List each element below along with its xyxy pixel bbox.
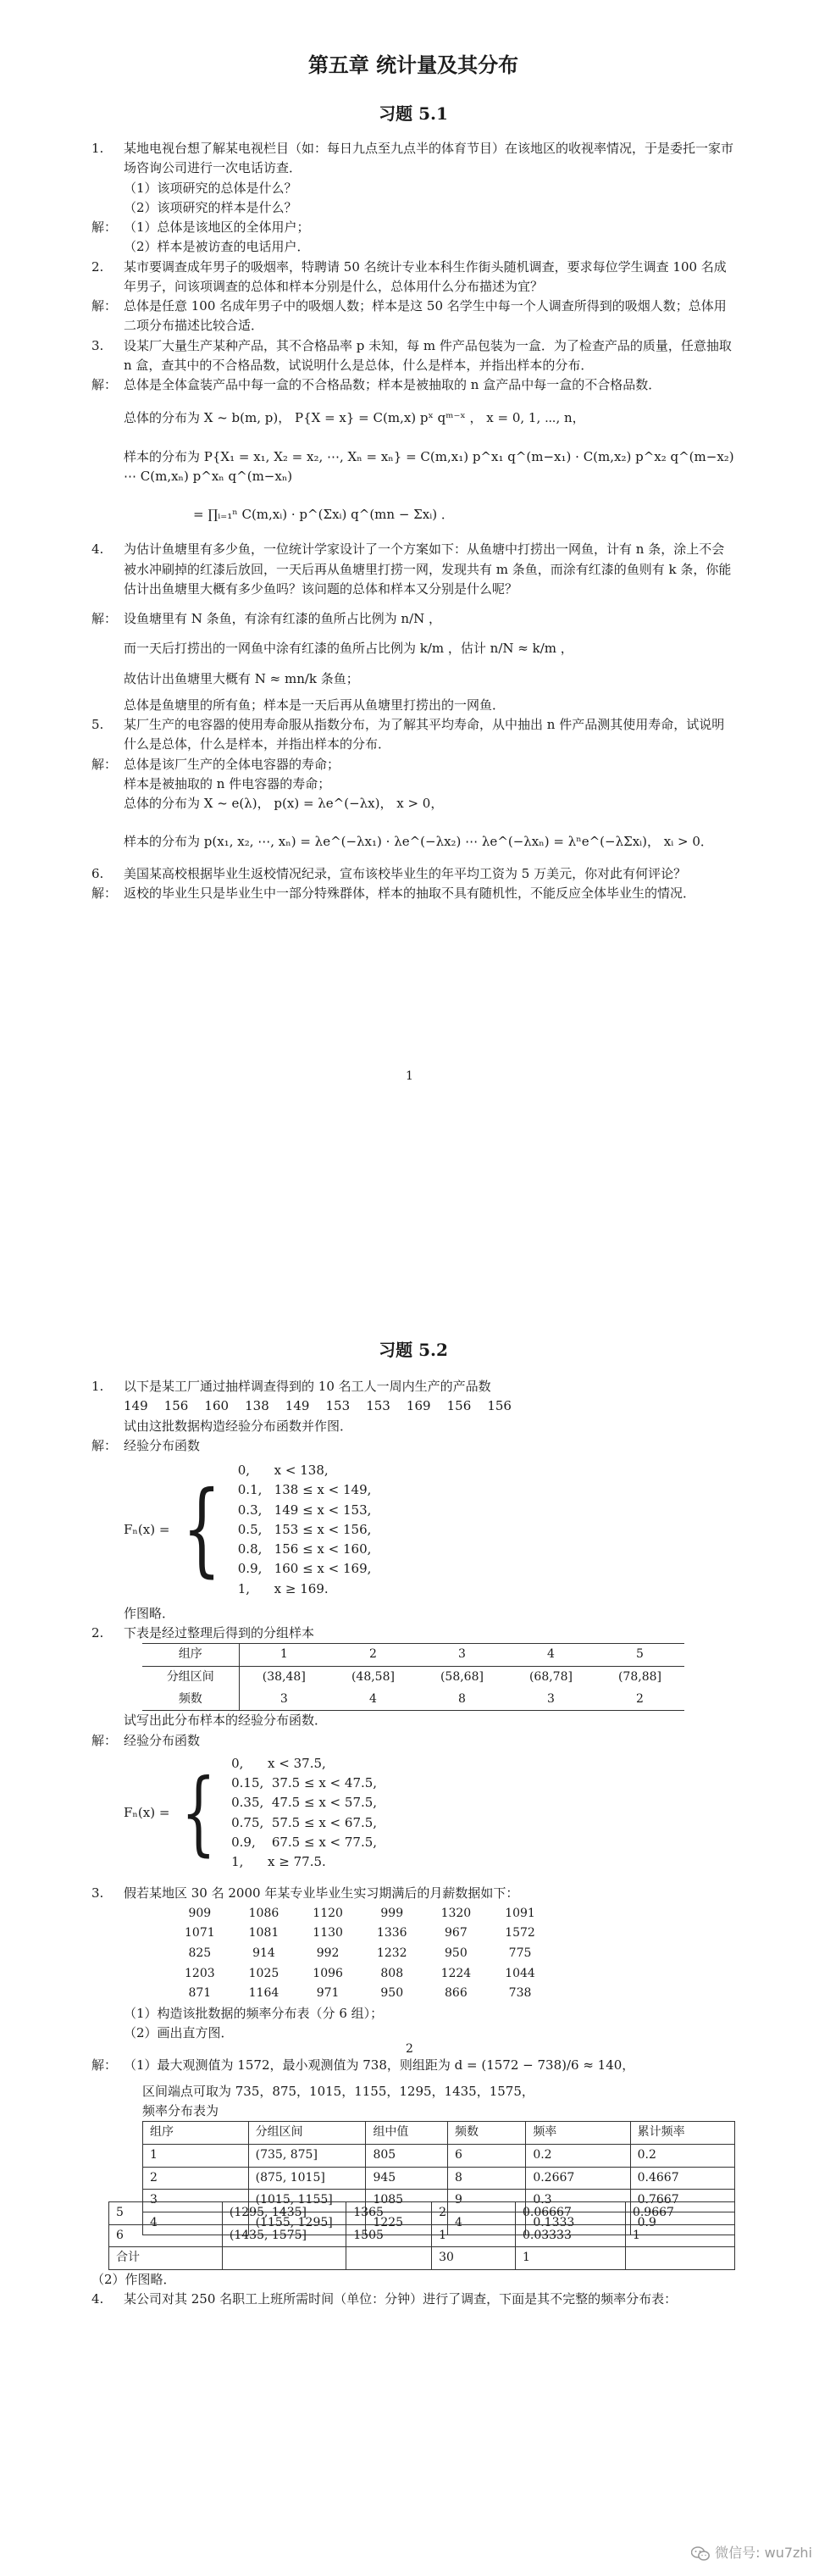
question-4 — [91, 2290, 735, 2309]
table-cell: (78,88] — [617, 1669, 661, 1684]
table-cell: 9 — [447, 2190, 525, 2212]
table-cell: 2 — [432, 2202, 516, 2225]
answer-label: 解： — [91, 219, 118, 236]
page-3-content — [91, 2201, 735, 2310]
table-header-row — [143, 2122, 735, 2145]
page-1 — [0, 0, 819, 1152]
formula-line: 总体的分布为 X ~ b(m, p)， P{X = x} = C(m,x) pˣ qᵐ⁻ˣ ， x = 0, 1, ⋯, n， — [124, 410, 585, 426]
section-title: 习题 5.2 — [379, 1340, 448, 1360]
answer-text: 总体是该厂生产的全体电容器的寿命； — [124, 756, 340, 772]
answer-label: 解： — [91, 611, 118, 627]
question-text: 试写出此分布样本的经验分布函数． — [124, 1713, 328, 1729]
answer-text: 作图略． — [124, 1605, 175, 1621]
grouped-sample-table — [142, 1643, 684, 1711]
table-cell: 0.2 — [630, 2144, 734, 2167]
function-label: Fₙ(x) = — [124, 1521, 170, 1537]
answer-text: 总体是任意 100 名成年男子中的吸烟人数；样本是这 50 名学生中每一个人调查所得到的吸烟人数；总体用二项分布描述比较合适． — [124, 298, 727, 334]
table-cell: (875, 1015] — [248, 2167, 366, 2190]
case-line: 0.15, 37.5 ≤ x < 47.5, — [231, 1775, 378, 1791]
sub-question: （2）画出直方图． — [124, 2025, 234, 2041]
answer-label: 解： — [91, 756, 118, 772]
table-cell: 1505 — [346, 2224, 432, 2247]
question-number: 6. — [91, 865, 104, 881]
column-header: 组序 — [143, 2122, 249, 2145]
answer-text: 经验分布函数 — [124, 1732, 201, 1748]
question-5 — [91, 715, 735, 852]
table-row — [142, 1666, 684, 1688]
page-1-content — [91, 49, 735, 903]
question-number: 1. — [91, 1379, 104, 1394]
table-cell: 1044 — [505, 1966, 535, 1980]
sub-question: （1）构造该批数据的频率分布表（分 6 组）； — [124, 2006, 384, 2021]
table-cell: 1572 — [505, 1926, 535, 1940]
data-values: 149 156 160 138 149 153 153 169 156 156 — [124, 1398, 512, 1414]
table-cell: 0.06667 — [515, 2202, 625, 2225]
case-line: 0.75, 57.5 ≤ x < 67.5, — [231, 1814, 378, 1830]
question-1 — [91, 139, 735, 258]
answer-text: 样本是被抽取的 n 件电容器的寿命； — [124, 775, 331, 791]
table-cell: 738 — [508, 1986, 532, 2001]
question-text: 某市要调查成年男子的吸烟率，特聘请 50 名统计专业本科生作街头随机调查，要求每位学生调查 100 名成年男子，问该项调查的总体和样本分别是什么，总体用什么分布描述为宜？ — [124, 258, 727, 294]
case-line: 0, x < 37.5, — [231, 1755, 326, 1771]
table-cell: 950 — [445, 1946, 468, 1960]
page-number: 1 — [406, 1069, 413, 1083]
page-2-content — [91, 1337, 735, 2235]
cases — [231, 1754, 377, 1873]
table-cell: 967 — [445, 1926, 468, 1940]
answer-text: （2）作图略． — [91, 2272, 176, 2288]
answer-text: 区间端点可取为 735，875，1015，1155，1295，1435，1575， — [142, 2083, 534, 2099]
table-cell: 1232 — [376, 1946, 407, 1960]
table-cell: 0.2667 — [526, 2167, 630, 2190]
table-cell: 945 — [366, 2167, 448, 2190]
table-cell: 8 — [447, 2167, 525, 2190]
table-cell: 0.2 — [526, 2144, 630, 2167]
table-cell: 1365 — [346, 2202, 432, 2225]
piecewise-function — [91, 1754, 735, 1873]
table-row — [168, 1924, 552, 1944]
piecewise-function — [91, 1461, 735, 1599]
question-number: 3. — [91, 1885, 104, 1901]
case-line: 0.9, 160 ≤ x < 169, — [237, 1561, 372, 1577]
question-text: 某地电视台想了解某电视栏目（如：每日九点至九点半的体育节目）在该地区的收视率情况，于是委托一家市场咨询公司进行一次电话访查． — [124, 141, 734, 176]
salary-data-table — [168, 1904, 552, 2004]
table-cell: 1120 — [313, 1906, 343, 1920]
cases — [238, 1461, 372, 1599]
answer-text: 频率分布表为 — [142, 2103, 219, 2118]
table-cell: 808 — [380, 1966, 404, 1980]
table-cell: 992 — [316, 1946, 340, 1960]
answer-text: 故估计出鱼塘里大概有 N ≈ mn/k 条鱼； — [124, 670, 359, 686]
case-line: 1, x ≥ 169. — [237, 1580, 329, 1596]
question-text: 设某厂大量生产某种产品，其不合格品率 p 未知，每 m 件产品包装为一盒．为了检查产品的质量，任意抽取 n 盒，查其中的不合格品数，试说明什么是总体，什么是样本，并指出样本的分布． — [124, 337, 732, 373]
answer-text: 返校的毕业生只是毕业生中一部分特殊群体，样本的抽取不具有随机性，不能反应全体毕业生的情况． — [124, 885, 696, 901]
answer-text: （1）总体是该地区的全体用户； — [124, 219, 310, 236]
table-row — [143, 2167, 735, 2190]
question-3 — [91, 336, 735, 525]
case-line: 0.9, 67.5 ≤ x < 77.5, — [231, 1834, 378, 1850]
table-cell: 3 — [143, 2190, 249, 2212]
table-cell: (1435, 1575] — [222, 2224, 346, 2247]
wechat-icon — [691, 2546, 710, 2562]
table-cell: (1015, 1155] — [248, 2190, 366, 2212]
table-cell: (58,68] — [440, 1669, 484, 1684]
table-cell: 1 — [143, 2144, 249, 2167]
sub-question: （1）该项研究的总体是什么？ — [124, 180, 297, 196]
formula-line: = ∏ᵢ₌₁ⁿ C(m,xᵢ) · p^(Σxᵢ) q^(mn − Σxᵢ) ． — [193, 507, 454, 523]
table-cell: 0.4667 — [630, 2167, 734, 2190]
watermark-text: 微信号: wu7zhi — [715, 2545, 812, 2562]
column-header: 频数 — [447, 2122, 525, 2145]
table-row — [109, 2247, 735, 2270]
table-row — [142, 1644, 684, 1667]
table-row — [168, 1904, 552, 1924]
row-label: 组序 — [142, 1644, 239, 1667]
formula-line: 样本的分布为 P{X₁ = x₁, X₂ = x₂, ⋯, Xₙ = xₙ} = C(m,x₁) p^x₁ q^(m−x₁) · C(m,x₂) p^x₂ q^(m−x₂) ⋯ C(m,xₙ) p^xₙ q^(m−xₙ) — [124, 448, 734, 484]
table-cell: 6 — [447, 2144, 525, 2167]
table-cell: 0.7667 — [630, 2190, 734, 2212]
table-cell: 0.03333 — [515, 2224, 625, 2247]
question-2 — [91, 1624, 735, 1872]
case-line: 0.5, 153 ≤ x < 156, — [237, 1521, 372, 1537]
table-cell — [346, 2247, 432, 2270]
answer-label: 解： — [91, 1732, 118, 1748]
table-cell: 1085 — [366, 2190, 448, 2212]
table-cell: 1336 — [376, 1926, 407, 1940]
answer-text: 经验分布函数 — [124, 1437, 201, 1453]
case-line: 0.35, 47.5 ≤ x < 57.5, — [231, 1795, 378, 1811]
table-cell: 805 — [366, 2144, 448, 2167]
table-cell: 1 — [239, 1644, 329, 1667]
question-2 — [91, 258, 735, 336]
answer-text: 而一天后打捞出的一网鱼中涂有红漆的鱼所占比例为 k/m ，估计 n/N ≈ k/m ， — [124, 641, 573, 657]
table-cell: 1 — [432, 2224, 516, 2247]
answer-text: 设鱼塘里有 N 条鱼，有涂有红漆的鱼所占比例为 n/N ， — [124, 611, 442, 627]
table-cell: 1130 — [313, 1926, 343, 1940]
table-cell: (38,48] — [262, 1669, 306, 1684]
question-number: 3. — [91, 337, 104, 353]
table-cell: (48,58] — [351, 1669, 395, 1684]
table-cell: 2 — [329, 1644, 418, 1667]
table-row — [109, 2224, 735, 2247]
table-cell: (735, 875] — [248, 2144, 366, 2167]
table-cell: 0.9667 — [625, 2202, 734, 2225]
table-cell: (1155, 1295] — [248, 2212, 366, 2235]
question-6 — [91, 864, 735, 904]
table-cell: 3 — [418, 1644, 506, 1667]
table-cell: 871 — [188, 1986, 212, 2001]
question-1 — [91, 1377, 735, 1624]
answer-text: （2）样本是被访查的电话用户． — [124, 239, 310, 255]
brace: { — [181, 1759, 217, 1866]
table-row — [109, 2202, 735, 2225]
question-number: 5. — [91, 717, 104, 733]
page-number: 2 — [406, 2042, 413, 2056]
table-cell: 4 — [506, 1644, 595, 1667]
table-cell: 1091 — [505, 1906, 535, 1920]
function-label: Fₙ(x) = — [124, 1804, 170, 1820]
table-row — [143, 2144, 735, 2167]
brace: { — [182, 1470, 222, 1589]
table-cell: 1071 — [185, 1926, 215, 1940]
case-line: 0.1, 138 ≤ x < 149, — [237, 1482, 372, 1498]
question-number: 1. — [91, 141, 104, 157]
sub-question: （2）该项研究的样本是什么？ — [124, 199, 297, 215]
answer-text: 总体是全体盒装产品中每一盒的不合格品数；样本是被抽取的 n 盒产品中每一盒的不合格品数． — [124, 377, 661, 393]
question-text: 某公司对其 250 名职工上班所需时间（单位：分钟）进行了调查，下面是其不完整的频率分布表： — [124, 2291, 678, 2307]
column-header: 组中值 — [366, 2122, 448, 2145]
table-cell: 1164 — [248, 1986, 279, 2001]
chapter-title: 第五章 统计量及其分布 — [307, 53, 519, 77]
table-cell: 3 — [506, 1689, 595, 1711]
formula-line: 总体的分布为 X ~ e(λ)， p(x) = λe^(−λx)， x > 0， — [124, 796, 444, 812]
question-text: 某厂生产的电容器的使用寿命服从指数分布，为了解其平均寿命，从中抽出 n 件产品测其使用寿命，试说明什么是总体，什么是样本，并指出样本的分布． — [124, 717, 725, 752]
table-cell — [222, 2247, 346, 2270]
table-cell: 1 — [625, 2224, 734, 2247]
table-cell: 950 — [380, 1986, 404, 2001]
table-cell: 1203 — [185, 1966, 215, 1980]
case-line: 0.8, 156 ≤ x < 160, — [237, 1541, 372, 1557]
column-header: 频率 — [526, 2122, 630, 2145]
answer-label: 解： — [91, 885, 118, 901]
question-text: 以下是某工厂通过抽样调查得到的 10 名工人一周内生产的产品数 — [124, 1379, 491, 1394]
table-cell: (1295, 1435] — [222, 2202, 346, 2225]
section-title: 习题 5.1 — [379, 103, 448, 125]
answer-label: 解： — [91, 298, 118, 314]
table-cell: 909 — [188, 1906, 212, 1920]
table-cell: 0.9 — [630, 2212, 734, 2235]
table-cell: 775 — [508, 1946, 532, 1960]
table-cell: 825 — [188, 1946, 212, 1960]
frequency-table-continued — [108, 2201, 735, 2270]
answer-label: 解： — [91, 2057, 118, 2073]
question-text: 试由这批数据构造经验分布函数并作图． — [124, 1418, 353, 1434]
table-cell: 1225 — [366, 2212, 448, 2235]
watermark — [691, 2543, 812, 2564]
table-cell: 1081 — [248, 1926, 279, 1940]
column-header: 累计频率 — [630, 2122, 734, 2145]
formula-line: 样本的分布为 p(x₁, x₂, ⋯, xₙ) = λe^(−λx₁) · λe^(−λx₂) ⋯ λe^(−λxₙ) = λⁿe^(−λΣxᵢ)， xᵢ > 0． — [124, 834, 713, 850]
table-row — [168, 1984, 552, 2004]
table-cell: 1 — [515, 2247, 625, 2270]
table-cell: 合计 — [109, 2247, 223, 2270]
table-cell: 1086 — [248, 1906, 279, 1920]
table-cell — [625, 2247, 734, 2270]
table-cell: 0.1333 — [526, 2212, 630, 2235]
question-text: 为估计鱼塘里有多少鱼，一位统计学家设计了一个方案如下：从鱼塘中打捞出一网鱼，计有 n 条，涂上不会被水冲刷掉的红漆后放回，一天后再从鱼塘里打捞一网，发现共有 m 条鱼，而涂有红漆的鱼则有 k 条，你能估计出鱼塘里大概有多少鱼吗？该问题的总体和样本又分别是什么呢？ — [124, 541, 732, 597]
case-line: 1, x ≥ 77.5. — [231, 1854, 326, 1870]
case-line: 0.3, 149 ≤ x < 153, — [237, 1502, 372, 1518]
column-header: 分组区间 — [248, 2122, 366, 2145]
table-cell: 914 — [252, 1946, 275, 1960]
table-cell: 3 — [239, 1689, 329, 1711]
table-cell: 4 — [143, 2212, 249, 2235]
case-line: 0, x < 138, — [237, 1463, 329, 1478]
table-cell: 8 — [418, 1689, 506, 1711]
table-cell: 866 — [445, 1986, 468, 2001]
question-number: 2. — [91, 1625, 104, 1641]
table-cell: 4 — [329, 1689, 418, 1711]
table-cell: 6 — [109, 2224, 223, 2247]
table-cell: 5 — [595, 1644, 684, 1667]
table-cell: 30 — [432, 2247, 516, 2270]
answer-text: （1）最大观测值为 1572，最小观测值为 738，则组距为 d = (1572 − 738)/6 ≈ 140， — [124, 2057, 635, 2073]
question-3 — [91, 1884, 735, 2235]
question-number: 4. — [91, 541, 104, 558]
table-cell: 1096 — [313, 1966, 343, 1980]
answer-label: 解： — [91, 377, 118, 393]
table-row — [168, 1964, 552, 1985]
question-number: 2. — [91, 258, 104, 275]
table-cell: 971 — [316, 1986, 340, 2001]
question-4 — [91, 540, 735, 715]
row-label: 频数 — [142, 1689, 239, 1711]
question-text: 下表是经过整理后得到的分组样本 — [124, 1625, 315, 1641]
question-number: 4. — [91, 2291, 104, 2307]
table-cell: 1025 — [248, 1966, 279, 1980]
page-2 — [0, 1152, 819, 2576]
row-label: 分组区间 — [142, 1666, 239, 1688]
table-cell: (68,78] — [528, 1669, 573, 1684]
answer-label: 解： — [91, 1437, 118, 1453]
answer-text: 总体是鱼塘里的所有鱼；样本是一天后再从鱼塘里打捞出的一网鱼． — [124, 697, 506, 713]
table-cell: 0.3 — [526, 2190, 630, 2212]
table-cell: 1224 — [440, 1966, 472, 1980]
question-text: 美国某高校根据毕业生返校情况纪录，宣布该校毕业生的年平均工资为 5 万美元，你对此有何评论？ — [124, 865, 687, 881]
table-cell: 5 — [109, 2202, 223, 2225]
table-cell: 4 — [447, 2212, 525, 2235]
table-cell: 1320 — [440, 1906, 472, 1920]
table-cell: 999 — [380, 1906, 404, 1920]
table-cell: 2 — [595, 1689, 684, 1711]
question-text: 假若某地区 30 名 2000 年某专业毕业生实习期满后的月薪数据如下： — [124, 1885, 519, 1901]
table-row — [168, 1944, 552, 1964]
table-row — [142, 1689, 684, 1711]
table-cell: 2 — [143, 2167, 249, 2190]
